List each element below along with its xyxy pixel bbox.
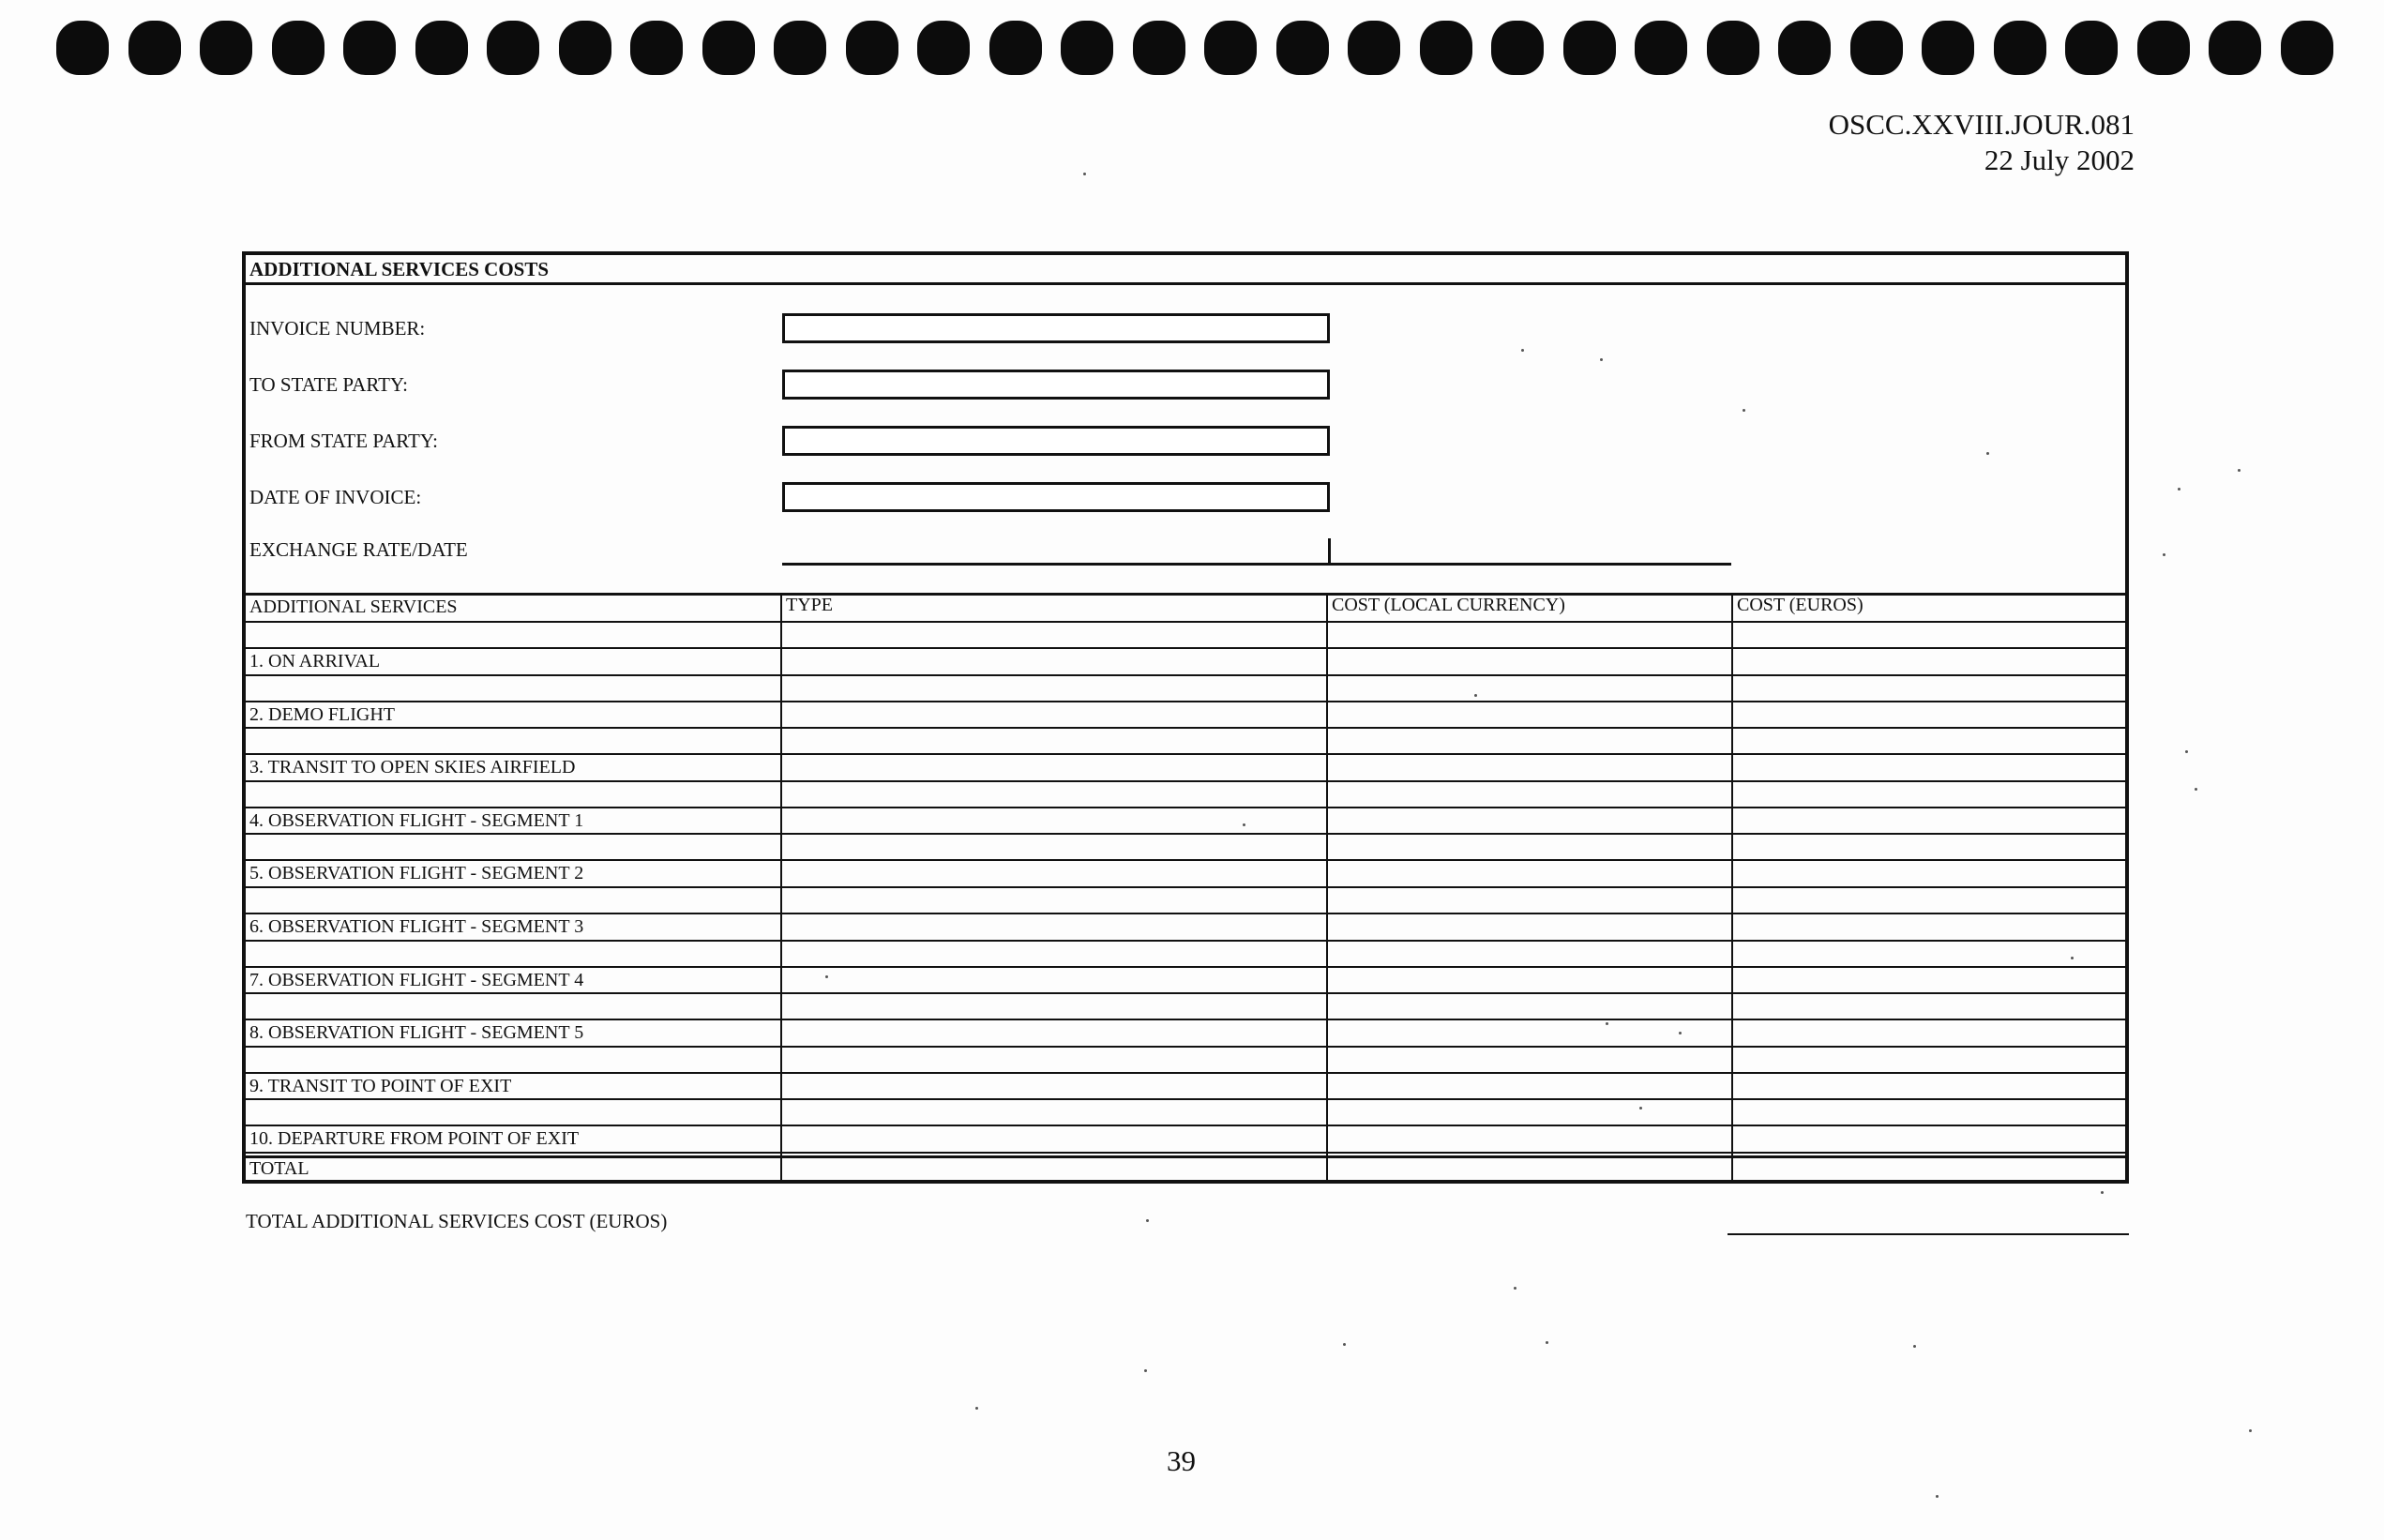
row-rule bbox=[246, 992, 2125, 994]
total-row-label: TOTAL bbox=[249, 1158, 309, 1179]
binder-hole bbox=[1850, 21, 1903, 75]
scan-speck bbox=[1514, 1287, 1516, 1290]
binder-hole bbox=[1778, 21, 1831, 75]
table-cell-cost-local[interactable] bbox=[1328, 1074, 1731, 1098]
row-rule bbox=[246, 1046, 2125, 1048]
table-cell-cost-euros[interactable] bbox=[1733, 702, 2125, 727]
total-top-rule bbox=[246, 1155, 2125, 1158]
binder-hole bbox=[1707, 21, 1759, 75]
binder-hole bbox=[846, 21, 898, 75]
table-row-label: 2. DEMO FLIGHT bbox=[249, 704, 395, 725]
table-cell-cost-euros[interactable] bbox=[1733, 755, 2125, 779]
document-date: 22 July 2002 bbox=[1984, 143, 2135, 176]
binder-hole bbox=[1348, 21, 1400, 75]
table-cell-cost-local[interactable] bbox=[1328, 861, 1731, 885]
row-rule bbox=[246, 886, 2125, 888]
table-cell-cost-local[interactable] bbox=[1328, 968, 1731, 992]
table-row-label: 3. TRANSIT TO OPEN SKIES AIRFIELD bbox=[249, 757, 576, 778]
exchange-rate-label: EXCHANGE RATE/DATE bbox=[249, 538, 468, 561]
table-cell-cost-euros[interactable] bbox=[1733, 1020, 2125, 1045]
header-cost-local: COST (LOCAL CURRENCY) bbox=[1332, 595, 1565, 615]
table-row-label: 4. OBSERVATION FLIGHT - SEGMENT 1 bbox=[249, 810, 584, 831]
scan-speck bbox=[1146, 1219, 1149, 1222]
scan-speck bbox=[2249, 1429, 2252, 1432]
exchange-rate-divider bbox=[1328, 538, 1331, 565]
invoice-number-field[interactable] bbox=[782, 313, 1330, 343]
binder-hole bbox=[1204, 21, 1257, 75]
scan-speck bbox=[2178, 488, 2180, 491]
document-reference-block bbox=[1829, 107, 2135, 178]
scan-speck bbox=[2071, 957, 2074, 959]
table-cell-cost-euros[interactable] bbox=[1733, 1126, 2125, 1151]
scan-speck bbox=[1679, 1032, 1682, 1034]
binder-hole bbox=[559, 21, 611, 75]
table-cell-type[interactable] bbox=[782, 861, 1326, 885]
date-of-invoice-field[interactable] bbox=[782, 482, 1330, 512]
binder-hole bbox=[56, 21, 109, 75]
table-row-label: 10. DEPARTURE FROM POINT OF EXIT bbox=[249, 1128, 580, 1149]
row-rule bbox=[246, 674, 2125, 676]
table-cell-type[interactable] bbox=[782, 1126, 1326, 1151]
scan-speck bbox=[1639, 1107, 1642, 1110]
table-cell-cost-euros[interactable] bbox=[1733, 968, 2125, 992]
table-row-label: 9. TRANSIT TO POINT OF EXIT bbox=[249, 1076, 512, 1096]
table-cell-cost-euros[interactable] bbox=[1733, 649, 2125, 673]
table-cell-type[interactable] bbox=[782, 755, 1326, 779]
scan-speck bbox=[1936, 1495, 1939, 1498]
table-row-label: 8. OBSERVATION FLIGHT - SEGMENT 5 bbox=[249, 1022, 584, 1043]
table-cell-cost-local[interactable] bbox=[1328, 649, 1731, 673]
binder-hole bbox=[1635, 21, 1687, 75]
table-cell-cost-local[interactable] bbox=[1328, 914, 1731, 939]
row-rule bbox=[246, 1152, 2125, 1154]
from-state-party-field[interactable] bbox=[782, 426, 1330, 456]
table-row-label: 7. OBSERVATION FLIGHT - SEGMENT 4 bbox=[249, 970, 584, 990]
table-row-label: 6. OBSERVATION FLIGHT - SEGMENT 3 bbox=[249, 916, 584, 937]
binder-hole bbox=[1563, 21, 1616, 75]
row-rule bbox=[246, 780, 2125, 782]
header-type: TYPE bbox=[786, 595, 833, 615]
scan-speck bbox=[2185, 750, 2188, 753]
binder-holes bbox=[56, 21, 2331, 77]
scan-speck bbox=[1083, 173, 1086, 175]
scan-speck bbox=[1144, 1369, 1147, 1372]
table-cell-type[interactable] bbox=[782, 1020, 1326, 1045]
scan-speck bbox=[2238, 469, 2241, 472]
table-cell-type[interactable] bbox=[782, 702, 1326, 727]
scan-speck bbox=[2101, 1191, 2104, 1194]
table-cell-type[interactable] bbox=[782, 914, 1326, 939]
row-rule bbox=[246, 940, 2125, 942]
scan-speck bbox=[1243, 823, 1245, 826]
binder-hole bbox=[200, 21, 252, 75]
binder-hole bbox=[2137, 21, 2190, 75]
to-state-party-label: TO STATE PARTY: bbox=[249, 373, 408, 396]
binder-hole bbox=[917, 21, 970, 75]
header-bottom-rule bbox=[246, 621, 2125, 623]
scan-speck bbox=[1743, 409, 1745, 412]
total-cost-label: TOTAL ADDITIONAL SERVICES COST (EUROS) bbox=[246, 1210, 668, 1232]
table-cell-cost-euros[interactable] bbox=[1733, 914, 2125, 939]
form-title: ADDITIONAL SERVICES COSTS bbox=[246, 255, 2125, 285]
table-cell-type[interactable] bbox=[782, 649, 1326, 673]
scan-speck bbox=[1521, 349, 1524, 352]
binder-hole bbox=[1420, 21, 1472, 75]
binder-hole bbox=[1276, 21, 1329, 75]
exchange-rate-line[interactable] bbox=[782, 563, 1731, 566]
date-of-invoice-label: DATE OF INVOICE: bbox=[249, 486, 422, 508]
table-row-label: 5. OBSERVATION FLIGHT - SEGMENT 2 bbox=[249, 863, 584, 883]
binder-hole bbox=[2281, 21, 2333, 75]
table-cell-cost-local[interactable] bbox=[1328, 702, 1731, 727]
binder-hole bbox=[272, 21, 324, 75]
scan-speck bbox=[1913, 1345, 1916, 1348]
services-table bbox=[246, 593, 2125, 1184]
scan-speck bbox=[975, 1407, 978, 1410]
scan-speck bbox=[1986, 452, 1989, 455]
table-cell-type[interactable] bbox=[782, 1074, 1326, 1098]
binder-hole bbox=[702, 21, 755, 75]
row-rule bbox=[246, 1098, 2125, 1100]
binder-hole bbox=[2065, 21, 2118, 75]
table-cell-cost-local[interactable] bbox=[1328, 755, 1731, 779]
table-cell-cost-local[interactable] bbox=[1328, 1126, 1731, 1151]
scan-speck bbox=[2195, 788, 2197, 791]
total-cost-line[interactable] bbox=[1728, 1233, 2129, 1235]
table-cell-cost-local[interactable] bbox=[1328, 808, 1731, 833]
table-cell-cost-euros[interactable] bbox=[1733, 808, 2125, 833]
binder-hole bbox=[630, 21, 683, 75]
header-additional-services: ADDITIONAL SERVICES bbox=[249, 596, 458, 617]
table-row-label: 1. ON ARRIVAL bbox=[249, 651, 381, 672]
row-rule bbox=[246, 833, 2125, 835]
scan-speck bbox=[1343, 1343, 1346, 1346]
header-cost-euros: COST (EUROS) bbox=[1737, 595, 1863, 615]
table-cell-cost-euros[interactable] bbox=[1733, 861, 2125, 885]
to-state-party-field[interactable] bbox=[782, 370, 1330, 400]
binder-hole bbox=[415, 21, 468, 75]
table-cell-cost-local[interactable] bbox=[1328, 1020, 1731, 1045]
binder-hole bbox=[128, 21, 181, 75]
binder-hole bbox=[1491, 21, 1544, 75]
scan-speck bbox=[1474, 694, 1477, 697]
from-state-party-label: FROM STATE PARTY: bbox=[249, 430, 438, 452]
additional-services-form bbox=[242, 251, 2129, 1184]
table-cell-type[interactable] bbox=[782, 968, 1326, 992]
table-cell-cost-euros[interactable] bbox=[1733, 1074, 2125, 1098]
page-number: 39 bbox=[1167, 1444, 1196, 1477]
scan-speck bbox=[1600, 358, 1603, 361]
binder-hole bbox=[989, 21, 1042, 75]
scan-speck bbox=[2163, 553, 2165, 556]
binder-hole bbox=[487, 21, 539, 75]
binder-hole bbox=[1994, 21, 2046, 75]
invoice-number-label: INVOICE NUMBER: bbox=[249, 317, 426, 340]
binder-hole bbox=[2209, 21, 2261, 75]
row-rule bbox=[246, 727, 2125, 729]
scan-speck bbox=[825, 975, 828, 978]
binder-hole bbox=[774, 21, 826, 75]
document-reference: OSCC.XXVIII.JOUR.081 bbox=[1828, 108, 2135, 141]
table-cell-type[interactable] bbox=[782, 808, 1326, 833]
scan-speck bbox=[1546, 1341, 1548, 1344]
binder-hole bbox=[1133, 21, 1185, 75]
scan-speck bbox=[1606, 1022, 1608, 1025]
binder-hole bbox=[1922, 21, 1974, 75]
binder-hole bbox=[343, 21, 396, 75]
binder-hole bbox=[1061, 21, 1113, 75]
